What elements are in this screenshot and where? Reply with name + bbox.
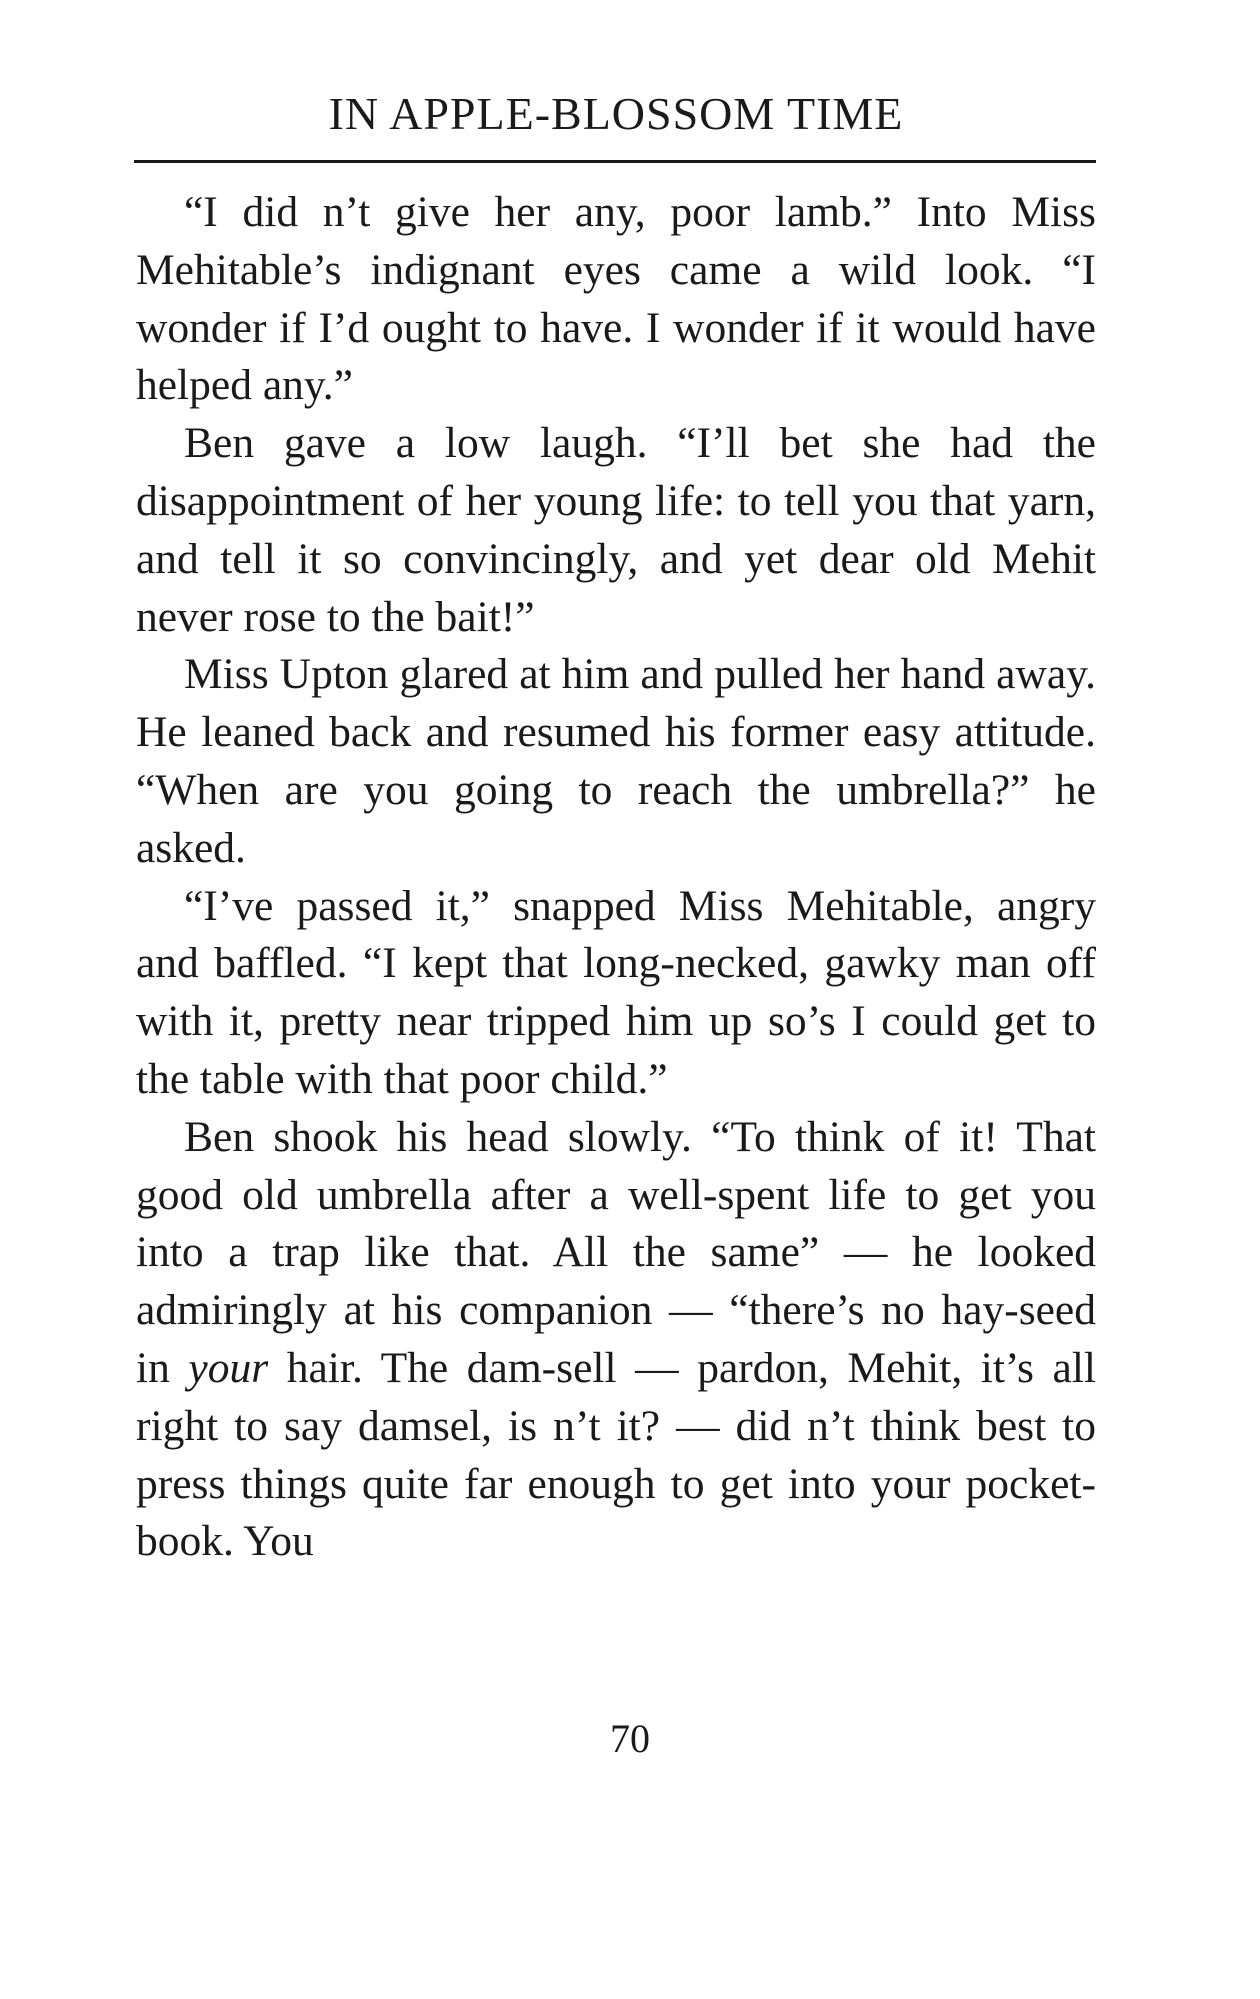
paragraph: Ben gave a low laugh. “I’ll bet she had the disappointment of her young life: to tell you that yarn, and tell it so convincingly, and yet dear old Mehit never rose to the bait!” [136, 419, 1096, 641]
paragraph: “I did n’t give her any, poor lamb.” Into Miss Mehitable’s indignant eyes came a wild look. “I wonder if I’d ought to have. I wonder if it would have helped any.” [136, 188, 1096, 410]
text-run: hair. The dam-sell — pardon, Mehit, it’s all right to say damsel, is n’t it? — did n’t think best to press things quite far enough to get into your pocket-book. You [136, 1343, 1096, 1566]
paragraph: Miss Upton glared at him and pulled her hand away. He leaned back and resumed his former easy attitude. “When are you going to reach the umbrella?” he asked. [136, 650, 1096, 872]
page-number: 70 [610, 1716, 650, 1761]
italic-word: your [188, 1343, 269, 1392]
paragraph-last [136, 1109, 1096, 1571]
text-run: Ben shook his head slowly. “To think of it! That good old umbrella after a well-spent life to get you into a trap like that. All the same” — he looked admiringly at his companion — “there’s no hay-seed in [136, 1112, 1096, 1392]
body-text [136, 184, 1096, 1571]
running-title: IN APPLE-BLOSSOM TIME [328, 88, 904, 139]
paragraph: “I’ve passed it,” snapped Miss Mehitable, angry and baffled. “I kept that long-necked, gawky man off with it, pretty near tripped him up so’s I could get to the table with that poor child.” [136, 881, 1096, 1103]
header-rule [134, 160, 1096, 163]
